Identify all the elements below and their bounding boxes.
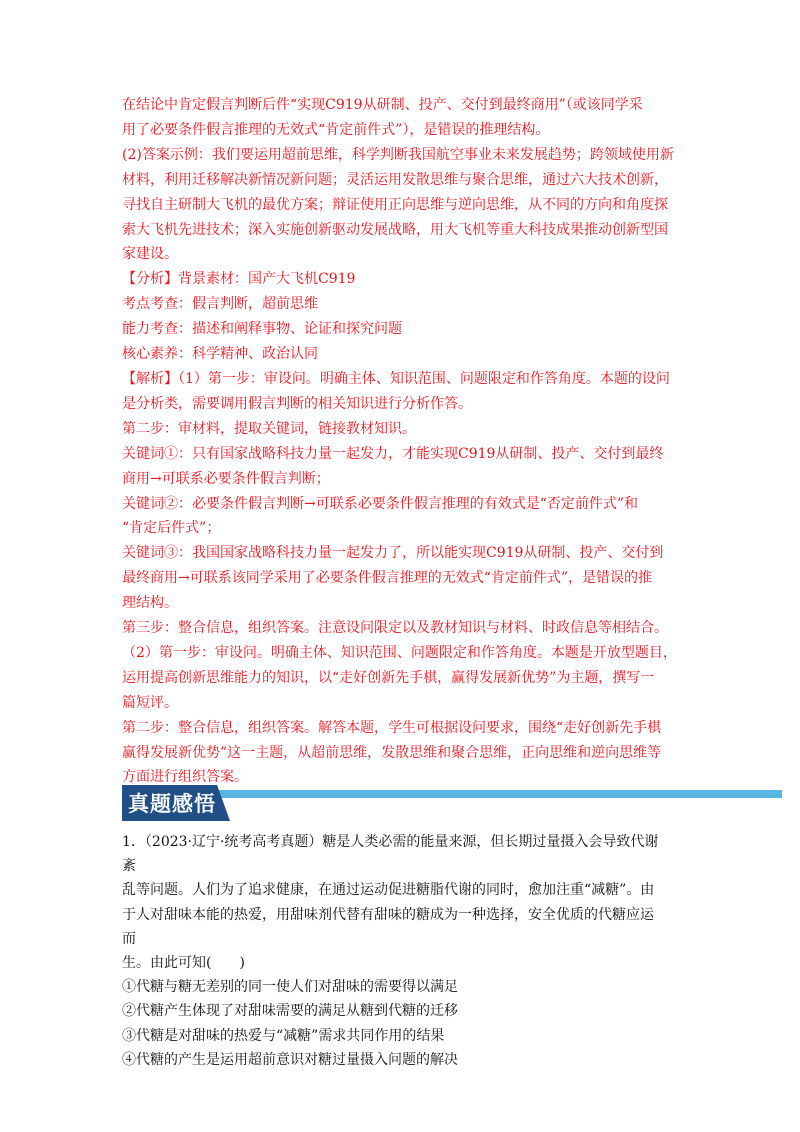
banner-stripe [217, 790, 782, 798]
analysis-line: 运用提高创新思维能力的知识，以“走好创新先手棋，赢得发展新优势”为主题，撰写一 [122, 669, 655, 686]
analysis-line: 第二步：整合信息，组织答案。解答本题，学生可根据设问要求，围绕“走好创新先手棋 [122, 719, 662, 736]
analysis-line: 在结论中肯定假言判断后件“实现C919从研制、投产、交付到最终商用”（或该同学采 [122, 97, 643, 113]
analysis-line: 【解析】（1）第一步：审设问。明确主体、知识范围、问题限定和作答角度。本题的设问 [122, 370, 670, 387]
analysis-line: 【分析】背景素材：国产大飞机C919 [122, 271, 356, 288]
analysis-line: 寻找自主研制大飞机的最优方案；辩证使用正向思维与逆向思维，从不同的方向和角度探 [122, 196, 668, 213]
analysis-line: 索大飞机先进技术；深入实施创新驱动发展战略，用大飞机等重大科技成果推动创新型国 [122, 221, 668, 238]
analysis-line: 篇短评。 [122, 694, 178, 711]
analysis-line: 家建设。 [122, 246, 178, 263]
answer-analysis-block [122, 93, 682, 790]
analysis-line: (2)答案示例：我们要运用超前思维，科学判断我国航空事业未来发展趋势；跨领域使用新 [122, 146, 674, 163]
analysis-line: 用了必要条件假言推理的无效式“肯定前件式”），是错误的推理结构。 [122, 121, 550, 138]
option-line: ②代糖产生体现了对甜味需要的满足从糖到代糖的迁移 [122, 1003, 458, 1020]
analysis-line: 第三步：整合信息，组织答案。注意设问限定以及教材知识与材料、时政信息等相结合。 [122, 620, 668, 637]
analysis-line: 关键词②：必要条件假言判断→可联系必要条件假言推理的有效式是“否定前件式”和 [122, 495, 639, 512]
section-banner [122, 785, 782, 821]
question-line: 乱等问题。人们为了追求健康，在通过运动促进糖脂代谢的同时，愈加注重“减糖”。由 [122, 882, 655, 899]
analysis-line: “肯定后件式”； [122, 520, 221, 537]
analysis-line: 方面进行组织答案。 [122, 769, 248, 786]
analysis-line: 商用→可联系必要条件假言判断； [122, 470, 330, 487]
analysis-line: 考点考查：假言判断，超前思维 [122, 296, 318, 313]
question-block [122, 830, 662, 1072]
option-line: ④代糖的产生是运用超前意识对糖过量摄入问题的解决 [122, 1051, 458, 1068]
analysis-line: 材料，利用迁移解决新情况新问题；灵活运用发散思维与聚合思维，通过六大技术创新， [122, 171, 668, 188]
analysis-line: 关键词③：我国国家战略科技力量一起发力了，所以能实现C919从研制、投产、交付到 [122, 545, 664, 562]
question-line: 于人对甜味本能的热爱，用甜味剂代替有甜味的糖成为一种选择，安全优质的代糖应运而 [122, 906, 654, 947]
analysis-line: 赢得发展新优势”这一主题，从超前思维，发散思维和聚合思维，正向思维和逆向思维等 [122, 744, 662, 761]
analysis-line: 第二步：审材料，提取关键词，链接教材知识。 [122, 420, 416, 437]
analysis-line: 核心素养：科学精神、政治认同 [122, 346, 318, 363]
option-line: ③代糖是对甜味的热爱与“减糖”需求共同作用的结果 [122, 1027, 445, 1044]
analysis-line: 最终商用→可联系该同学采用了必要条件假言推理的无效式“肯定前件式”，是错误的推 [122, 570, 653, 587]
analysis-line: 理结构。 [122, 595, 178, 612]
question-line: 生。由此可知( ) [122, 955, 245, 972]
analysis-line: 是分析类，需要调用假言判断的相关知识进行分析作答。 [122, 395, 472, 412]
option-line: ①代糖与糖无差别的同一使人们对甜味的需要得以满足 [122, 979, 458, 996]
analysis-line: （2）第一步：审设问。明确主体、知识范围、问题限定和作答角度。本题是开放型题目， [122, 644, 677, 661]
question-line: 1．（2023·辽宁·统考高考真题）糖是人类必需的能量来源，但长期过量摄入会导致代谢紊 [122, 834, 659, 875]
analysis-line: 关键词①：只有国家战略科技力量一起发力，才能实现C919从研制、投产、交付到最终 [122, 445, 664, 462]
analysis-line: 能力考查：描述和阐释事物、论证和探究问题 [122, 321, 402, 338]
section-title: 真题感悟 [128, 792, 216, 816]
